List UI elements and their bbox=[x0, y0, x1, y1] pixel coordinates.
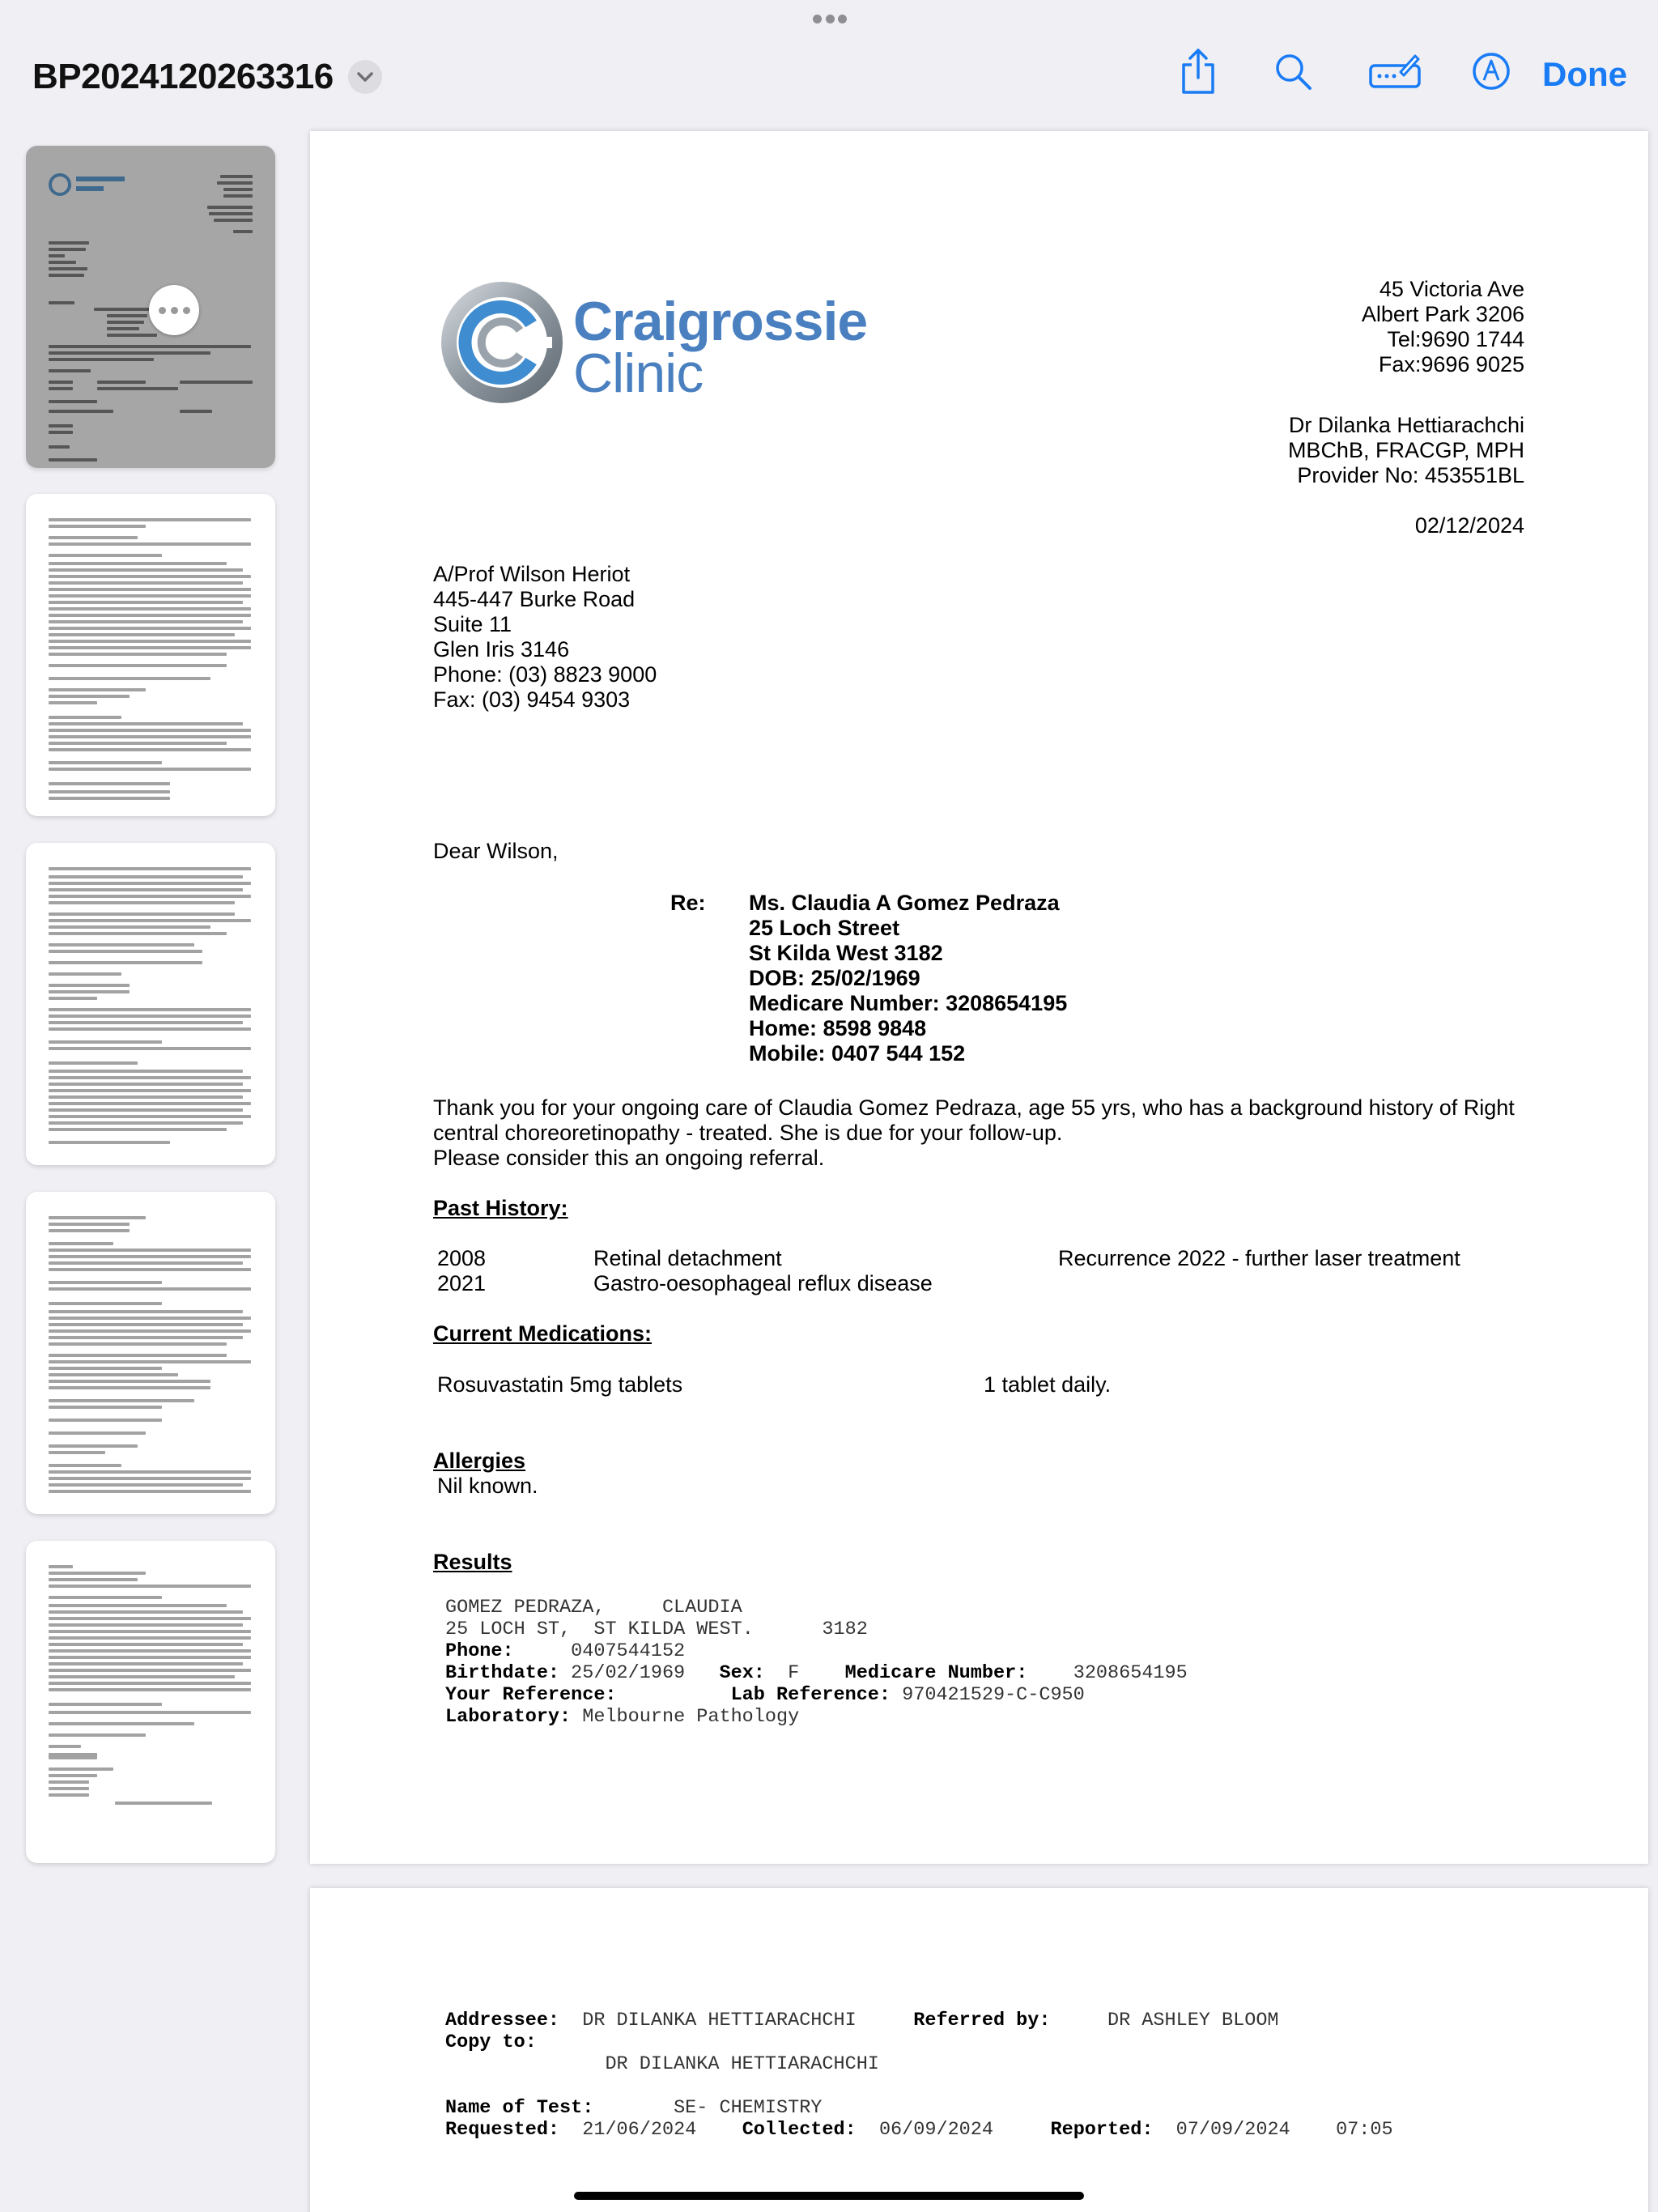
sheet-grabber[interactable] bbox=[813, 15, 847, 24]
collected-label: Collected: bbox=[742, 2119, 857, 2141]
result-postcode: 3182 bbox=[822, 1619, 868, 1640]
body-line: Thank you for your ongoing care of Claudia Gomez Pedraza, age 55 yrs, who has a background history of Right bbox=[433, 1095, 1515, 1120]
recipient-line: Suite 11 bbox=[433, 612, 512, 636]
recipient-name: A/Prof Wilson Heriot bbox=[433, 562, 631, 586]
result-sex-label: Sex: bbox=[719, 1662, 765, 1684]
test-name-label: Name of Test: bbox=[445, 2097, 594, 2119]
result-medicare-label: Medicare Number: bbox=[844, 1662, 1028, 1684]
recipient-fax: Fax: (03) 9454 9303 bbox=[433, 687, 631, 712]
page-2 bbox=[310, 1888, 1648, 2212]
medications-heading: Current Medications: bbox=[433, 1321, 653, 1346]
patient-name: Ms. Claudia A Gomez Pedraza bbox=[749, 891, 1060, 915]
requested-label: Requested: bbox=[445, 2119, 560, 2141]
letter-body bbox=[433, 1095, 1542, 1171]
letter-date: 02/12/2024 bbox=[1414, 513, 1524, 538]
history-condition: Retinal detachment bbox=[593, 1246, 782, 1270]
copy-to: DR DILANKA HETTIARACHCHI bbox=[605, 2053, 879, 2075]
done-button[interactable]: Done bbox=[1542, 55, 1627, 93]
addressee-label: Addressee: bbox=[445, 2010, 560, 2031]
chevron-down-icon[interactable] bbox=[348, 60, 382, 94]
patient-address-line: 25 Loch Street bbox=[749, 916, 900, 940]
clinic-address bbox=[1362, 277, 1524, 377]
patient-medicare: Medicare Number: 3208654195 bbox=[749, 991, 1068, 1015]
result-street: 25 LOCH ST, bbox=[445, 1619, 572, 1640]
page-1 bbox=[310, 131, 1648, 1864]
recipient-line: 445-447 Burke Road bbox=[433, 587, 636, 611]
doctor-name: Dr Dilanka Hettiarachchi bbox=[1288, 413, 1524, 437]
recipient-line: Glen Iris 3146 bbox=[433, 637, 570, 661]
result-your-ref-label: Your Reference: bbox=[445, 1684, 617, 1706]
clinic-fax: Fax:9696 9025 bbox=[1378, 352, 1524, 376]
result-phone: 0407544152 bbox=[571, 1640, 686, 1662]
logo-icon bbox=[436, 277, 570, 408]
reported-date: 07/09/2024 bbox=[1175, 2119, 1290, 2141]
result-given-name: CLAUDIA bbox=[661, 1597, 742, 1619]
history-note: Recurrence 2022 - further laser treatment bbox=[1058, 1246, 1460, 1270]
body-line: Please consider this an ongoing referral. bbox=[433, 1146, 825, 1170]
result-lab: Melbourne Pathology bbox=[582, 1706, 800, 1728]
reported-label: Reported: bbox=[1050, 2119, 1154, 2141]
medication-name: Rosuvastatin 5mg tablets bbox=[437, 1372, 683, 1397]
doctor-qualifications: MBChB, FRACGP, MPH bbox=[1287, 438, 1524, 462]
salutation: Dear Wilson, bbox=[433, 839, 559, 863]
title-area[interactable] bbox=[32, 57, 382, 97]
result-birthdate: 25/02/1969 bbox=[571, 1662, 686, 1684]
result-phone-label: Phone: bbox=[445, 1640, 514, 1662]
collected-date: 06/09/2024 bbox=[878, 2119, 993, 2141]
doctor-details bbox=[1288, 413, 1524, 488]
history-year: 2021 bbox=[437, 1271, 487, 1295]
address-line: Albert Park 3206 bbox=[1361, 302, 1524, 326]
referred-by: DR ASHLEY BLOOM bbox=[1107, 2010, 1279, 2031]
clinic-logo bbox=[436, 277, 868, 408]
reported-time: 07:05 bbox=[1336, 2119, 1393, 2141]
logo-text-craigrossie: Craigrossie bbox=[573, 291, 868, 352]
history-year: 2008 bbox=[437, 1246, 487, 1270]
requested-date: 21/06/2024 bbox=[582, 2119, 697, 2141]
address-line: 45 Victoria Ave bbox=[1379, 277, 1524, 301]
logo-icon bbox=[49, 172, 130, 198]
patient-address-line: St Kilda West 3182 bbox=[749, 941, 943, 965]
referred-by-label: Referred by: bbox=[913, 2010, 1051, 2031]
home-indicator[interactable] bbox=[574, 2192, 1084, 2200]
recipient-phone: Phone: (03) 8823 9000 bbox=[433, 662, 657, 687]
result-medicare: 3208654195 bbox=[1073, 1662, 1188, 1684]
body-line: central choreoretinopathy - treated. She is due for your follow-up. bbox=[433, 1121, 1063, 1145]
result-lab-label: Laboratory: bbox=[445, 1706, 572, 1728]
patient-dob: DOB: 25/02/1969 bbox=[749, 966, 920, 990]
addressee: DR DILANKA HETTIARACHCHI bbox=[582, 2010, 857, 2031]
provider-number: Provider No: 453551BL bbox=[1297, 463, 1524, 487]
re-label: Re: bbox=[670, 891, 706, 915]
past-history-heading: Past History: bbox=[433, 1196, 568, 1220]
search-icon[interactable] bbox=[1269, 47, 1317, 96]
more-icon[interactable] bbox=[149, 285, 199, 335]
page-thumbnail-1[interactable] bbox=[26, 146, 275, 468]
results-block bbox=[445, 1597, 1188, 1728]
medication-dose: 1 tablet daily. bbox=[984, 1372, 1112, 1397]
report-header bbox=[445, 2010, 1393, 2141]
markup-icon[interactable] bbox=[1467, 47, 1516, 96]
share-icon[interactable] bbox=[1174, 47, 1222, 96]
result-suburb: ST KILDA WEST. bbox=[593, 1619, 754, 1640]
patient-details bbox=[749, 891, 1067, 1066]
history-condition: Gastro-oesophageal reflux disease bbox=[593, 1271, 933, 1295]
patient-home-phone: Home: 8598 9848 bbox=[749, 1016, 927, 1040]
page-thumbnail-3[interactable] bbox=[26, 843, 275, 1165]
allergies-value: Nil known. bbox=[437, 1474, 538, 1498]
result-surname: GOMEZ PEDRAZA, bbox=[445, 1597, 606, 1619]
result-lab-ref-label: Lab Reference: bbox=[730, 1684, 891, 1706]
page-thumbnail-5[interactable] bbox=[26, 1541, 275, 1863]
allergies-heading: Allergies bbox=[433, 1448, 526, 1473]
result-sex: F bbox=[788, 1662, 800, 1684]
test-name: SE- CHEMISTRY bbox=[674, 2097, 823, 2119]
page-thumbnail-2[interactable] bbox=[26, 494, 275, 816]
clinic-phone: Tel:9690 1744 bbox=[1387, 327, 1524, 351]
copy-to-label: Copy to: bbox=[445, 2031, 537, 2053]
document-title: BP2024120263316 bbox=[32, 57, 334, 96]
result-lab-ref: 970421529-C-C950 bbox=[902, 1684, 1085, 1706]
logo-text-clinic: Clinic bbox=[573, 342, 704, 404]
patient-mobile: Mobile: 0407 544 152 bbox=[749, 1041, 966, 1066]
recipient-address bbox=[433, 562, 657, 713]
signature-icon[interactable] bbox=[1367, 47, 1423, 96]
results-heading: Results bbox=[433, 1550, 512, 1574]
page-thumbnail-4[interactable] bbox=[26, 1192, 275, 1514]
result-birthdate-label: Birthdate: bbox=[445, 1662, 560, 1684]
